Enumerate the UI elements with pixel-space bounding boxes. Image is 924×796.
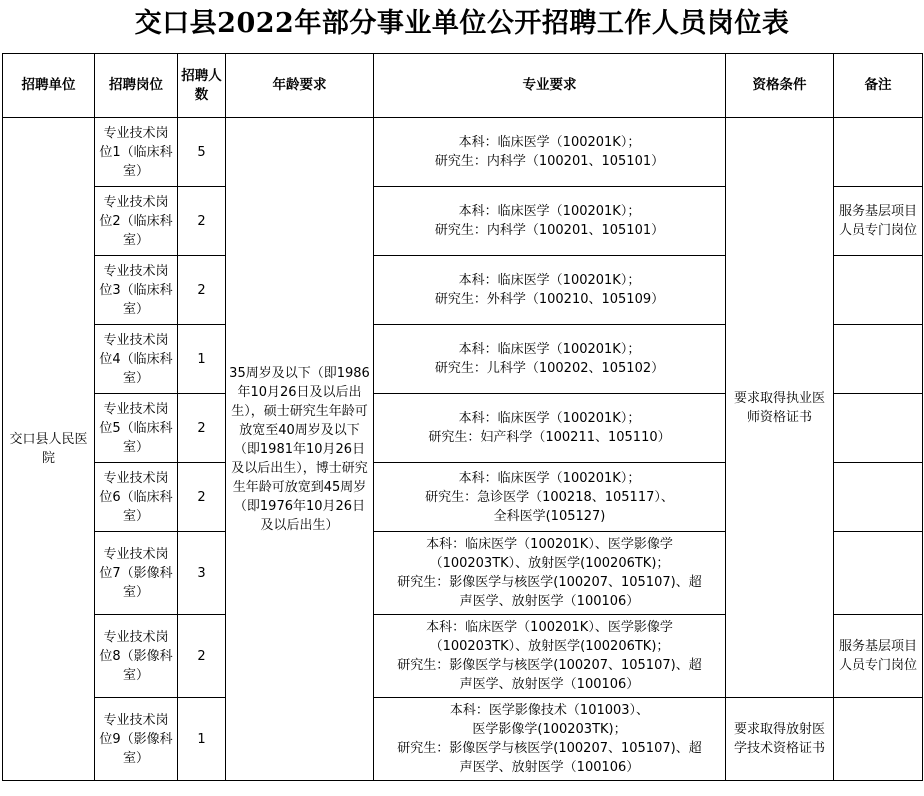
note-cell bbox=[834, 325, 923, 394]
position-cell: 专业技术岗位3（临床科室） bbox=[95, 256, 178, 325]
count-cell: 3 bbox=[178, 532, 226, 615]
header-major: 专业要求 bbox=[374, 54, 726, 118]
major-line: 声医学、放射医学（100106） bbox=[459, 677, 640, 692]
note-cell: 服务基层项目人员专门岗位 bbox=[834, 187, 923, 256]
position-cell: 专业技术岗位5（临床科室） bbox=[95, 394, 178, 463]
position-cell: 专业技术岗位7（影像科室） bbox=[95, 532, 178, 615]
count-cell: 1 bbox=[178, 698, 226, 781]
major-cell bbox=[374, 532, 726, 615]
major-line: 研究生：内科学（100201、105101） bbox=[434, 223, 665, 238]
major-line: 研究生：内科学（100201、105101） bbox=[434, 154, 665, 169]
major-cell bbox=[374, 118, 726, 187]
major-line: 本科：临床医学（100201K）； bbox=[458, 342, 641, 357]
major-line: 本科：临床医学（100201K）； bbox=[458, 411, 641, 426]
qualification-cell: 要求取得放射医学技术资格证书 bbox=[726, 698, 834, 781]
note-cell: 服务基层项目人员专门岗位 bbox=[834, 615, 923, 698]
position-cell: 专业技术岗位2（临床科室） bbox=[95, 187, 178, 256]
major-line: 声医学、放射医学（100106） bbox=[459, 594, 640, 609]
note-cell bbox=[834, 698, 923, 781]
major-cell bbox=[374, 256, 726, 325]
major-line: 研究生：影像医学与核医学(100207、105107)、超 bbox=[397, 575, 702, 590]
header-position: 招聘岗位 bbox=[95, 54, 178, 118]
position-cell: 专业技术岗位8（影像科室） bbox=[95, 615, 178, 698]
major-line: 研究生：影像医学与核医学(100207、105107)、超 bbox=[397, 741, 702, 756]
note-cell bbox=[834, 463, 923, 532]
major-line: 研究生：影像医学与核医学(100207、105107)、超 bbox=[397, 658, 702, 673]
header-unit: 招聘单位 bbox=[3, 54, 95, 118]
major-cell bbox=[374, 325, 726, 394]
major-cell bbox=[374, 463, 726, 532]
position-cell: 专业技术岗位9（影像科室） bbox=[95, 698, 178, 781]
note-cell bbox=[834, 256, 923, 325]
major-line: 全科医学(105127) bbox=[493, 508, 606, 524]
major-line: 研究生：外科学（100210、105109） bbox=[434, 292, 665, 307]
table-header-row bbox=[3, 54, 923, 118]
table-row bbox=[3, 698, 923, 781]
page-title: 交口县2022年部分事业单位公开招聘工作人员岗位表 bbox=[134, 8, 790, 39]
position-cell: 专业技术岗位6（临床科室） bbox=[95, 463, 178, 532]
major-cell bbox=[374, 615, 726, 698]
unit-name-cell: 交口县人民医院 bbox=[3, 118, 95, 781]
header-age: 年龄要求 bbox=[226, 54, 374, 118]
major-line: 研究生：急诊医学（100218、105117）、 bbox=[425, 489, 674, 505]
qualification-cell: 要求取得执业医师资格证书 bbox=[726, 118, 834, 698]
count-cell: 2 bbox=[178, 187, 226, 256]
count-cell: 2 bbox=[178, 256, 226, 325]
major-line: 医学影像学(100203TK)； bbox=[472, 722, 627, 737]
major-line: （100203TK）、放射医学(100206TK)； bbox=[429, 639, 670, 654]
position-cell: 专业技术岗位4（临床科室） bbox=[95, 325, 178, 394]
major-cell bbox=[374, 187, 726, 256]
age-requirement-cell: 35周岁及以下（即1986年10月26日及以后出生），硕士研究生年龄可放宽至40周岁及以下（即1981年10月26日及以后出生），博士研究生年龄可放宽到45周岁（即1976年10月26日及以后出生） bbox=[226, 118, 374, 781]
header-note: 备注 bbox=[834, 54, 923, 118]
major-line: 研究生：儿科学（100202、105102） bbox=[434, 361, 665, 376]
major-cell bbox=[374, 394, 726, 463]
major-line: 本科：临床医学（100201K）； bbox=[458, 273, 641, 288]
table-row bbox=[3, 118, 923, 187]
count-cell: 1 bbox=[178, 325, 226, 394]
major-line: 本科：临床医学（100201K）、医学影像学 bbox=[426, 620, 673, 635]
count-cell: 2 bbox=[178, 394, 226, 463]
major-line: （100203TK）、放射医学(100206TK)； bbox=[429, 556, 670, 571]
count-cell: 5 bbox=[178, 118, 226, 187]
note-cell bbox=[834, 394, 923, 463]
count-cell: 2 bbox=[178, 463, 226, 532]
position-cell: 专业技术岗位1（临床科室） bbox=[95, 118, 178, 187]
header-count: 招聘人数 bbox=[178, 54, 226, 118]
major-line: 声医学、放射医学（100106） bbox=[459, 760, 640, 775]
note-cell bbox=[834, 532, 923, 615]
count-cell: 2 bbox=[178, 615, 226, 698]
note-cell bbox=[834, 118, 923, 187]
recruitment-table bbox=[2, 53, 923, 781]
header-qualification: 资格条件 bbox=[726, 54, 834, 118]
major-line: 研究生：妇产科学（100211、105110） bbox=[428, 430, 671, 445]
major-line: 本科：临床医学（100201K）、医学影像学 bbox=[426, 537, 673, 552]
major-line: 本科：医学影像技术（101003）、 bbox=[449, 703, 650, 718]
major-cell bbox=[374, 698, 726, 781]
major-line: 本科：临床医学（100201K）； bbox=[458, 470, 641, 486]
major-line: 本科：临床医学（100201K）； bbox=[458, 135, 641, 150]
major-line: 本科：临床医学（100201K）； bbox=[458, 204, 641, 219]
